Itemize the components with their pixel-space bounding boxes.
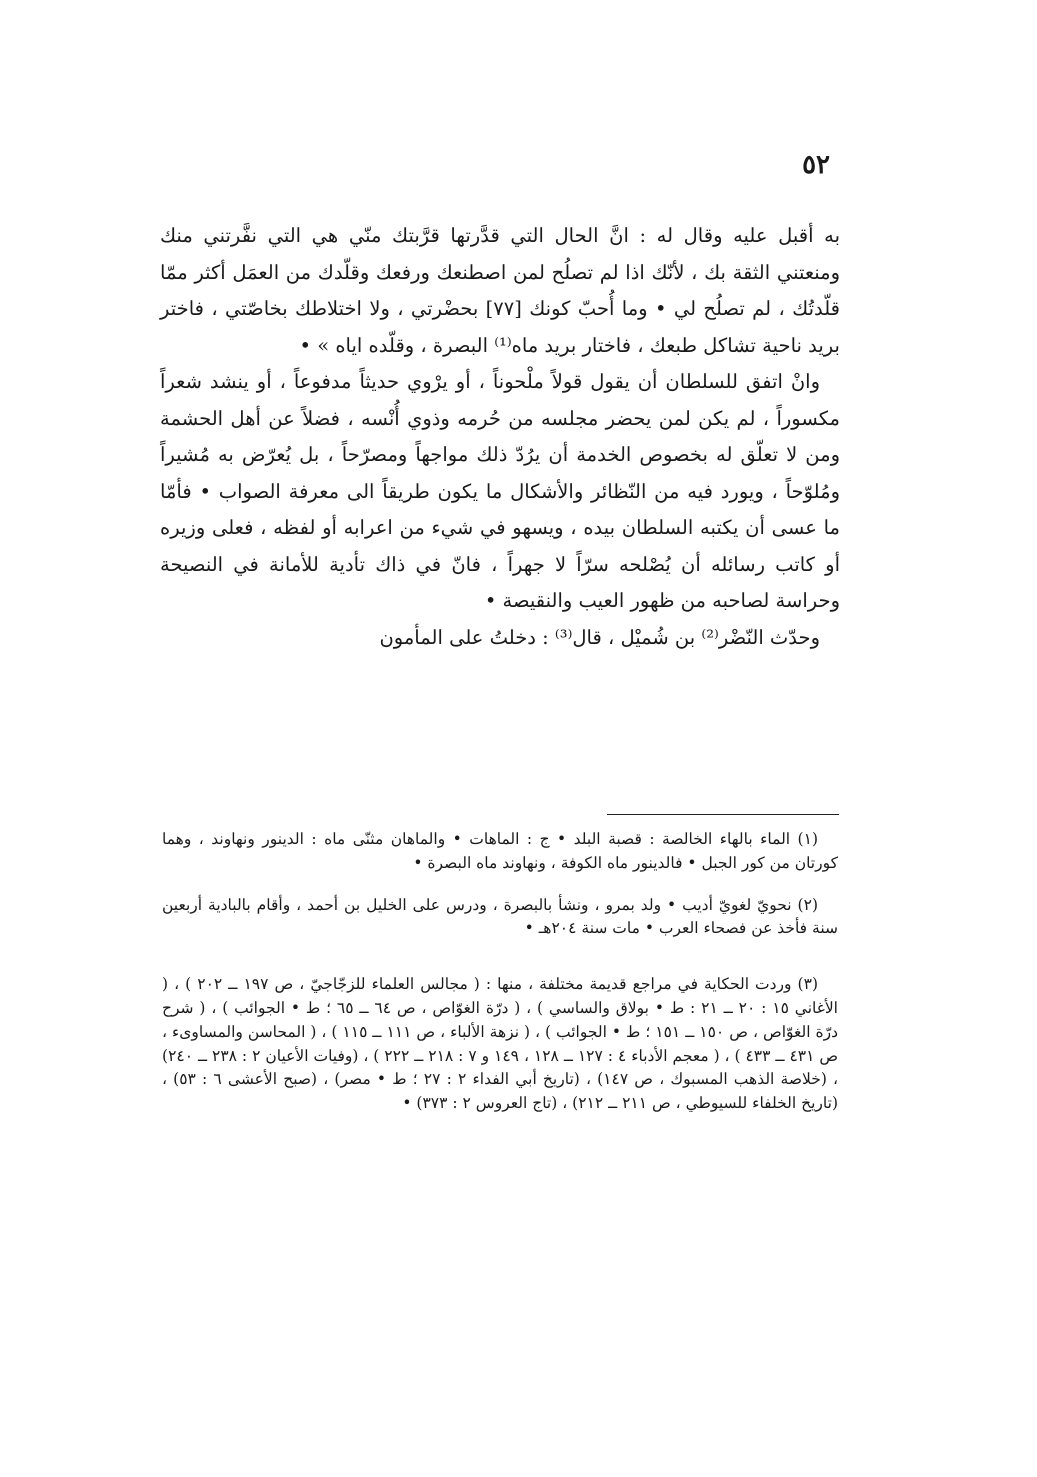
paragraph-2: وانْ اتفق للسلطان أن يقول قولاً ملْحوناً ، أو يرْوي حديثاً مدفوعاً ، أو ينشد شعراً مكسوراً ، لم يكن لمن يحضر مجلسه من حُرمه وذوي أُنْسه ، فضلاً عن أهل الحشمة ومن لا تعلّق له بخصوص الخدمة أن يرُدّ ذلك مواجهاً ومصرّحاً ، بل يُعرّض به مُشيراً ومُلوّحاً ، ويورد فيه من النّظائر والأشكال ما يكون طريقاً الى معرفة الصواب • فأمّا ما عسى أن يكتبه السلطان بيده ، ويسهو في شيء من اعرابه أو لفظه ، فعلى وزيره أو كاتب رسائله أن يُصْلحه سرّاً لا جهراً ، فانّ في ذاك تأدية للأمانة في النصيحة وحراسة لصاحبه من ظهور العيب والنقيصة • [160,370,840,612]
page-number: ٥٢ [802,150,830,180]
footnote-2: (٢) نحويّ لغويّ أديب • ولد بمرو ، ونشأ بالبصرة ، ودرس على الخليل بن أحمد ، وأقام بالبادية أربعين سنة فأخذ عن فصحاء العرب • مات سنة ٢٠٤هـ • [162,895,838,938]
footnotes [162,828,838,1116]
footnote-3: (٣) وردت الحكاية في مراجع قديمة مختلفة ، منها : ( مجالس العلماء للزجّاجيّ ، ص ١٩٧ ــ ٢٠٢ ) ، ( الأغاني ١٥ : ٢٠ ــ ٢١ : ط • بولاق والساسي ) ، ( درّة الغوّاص ، ص ٦٤ ــ ٦٥ ؛ ط • الجوائب ) ، ( شرح درّة الغوّاص ، ص ١٥٠ ــ ١٥١ ؛ ط • الجوائب ) ، ( نزهة الألباء ، ص ١١١ ــ ١١٥ ) ، ( المحاسن والمساوىء ، ص ٤٣١ ــ ٤٣٣ ) ، ( معجم الأدباء ٤ : ١٢٧ ــ ١٢٨ ، ١٤٩ و ٧ : ٢١٨ ــ ٢٢٢ ) ، (وفيات الأعيان ٢ : ٢٣٨ ــ ٢٤٠) ، (خلاصة الذهب المسبوك ، ص ١٤٧) ، (تاريخ أبي الفداء ٢ : ٢٧ ؛ ط • مصر) ، (صبح الأعشى ٦ : ٥٣) ، (تاريخ الخلفاء للسيوطي ، ص ٢١١ ــ ٢١٢) ، (تاج العروس ٢ : ٣٧٣) • [162,975,839,1113]
main-text [160,218,840,656]
paragraph-1: به أقبل عليه وقال له : انَّ الحال التي قدَّرتها قرَّبتك منّي هي التي نفَّرتني منك ومنعتني الثقة بك ، لأنّك اذا لم تصلُح لمن اصطنعك ورفعك وقلّدك من العمَل أكثر ممّا قلّدتُك ، لم تصلُح لي • وما أُحبّ كونك [٧٧] بحضْرتي ، ولا اختلاطك بخاصّتي ، فاختر بريد ناحية تشاكل طبعك ، فاختار بريد ماه⁽¹⁾ البصرة ، وقلّده اياه » • [160,224,841,357]
footnote-1: (١) الماء بالهاء الخالصة : قصبة البلد • ج : الماهات • والماهان مثنّى ماه : الدينور ونهاوند ، وهما كورتان من كور الجبل • فالدينور ماه الكوفة ، ونهاوند ماه البصرة • [162,830,838,872]
footnote-divider [607,814,839,815]
paragraph-3: وحدّث النّضْر⁽²⁾ بن شُميْل ، قال⁽³⁾ : دخلتُ على المأمون [379,625,820,649]
